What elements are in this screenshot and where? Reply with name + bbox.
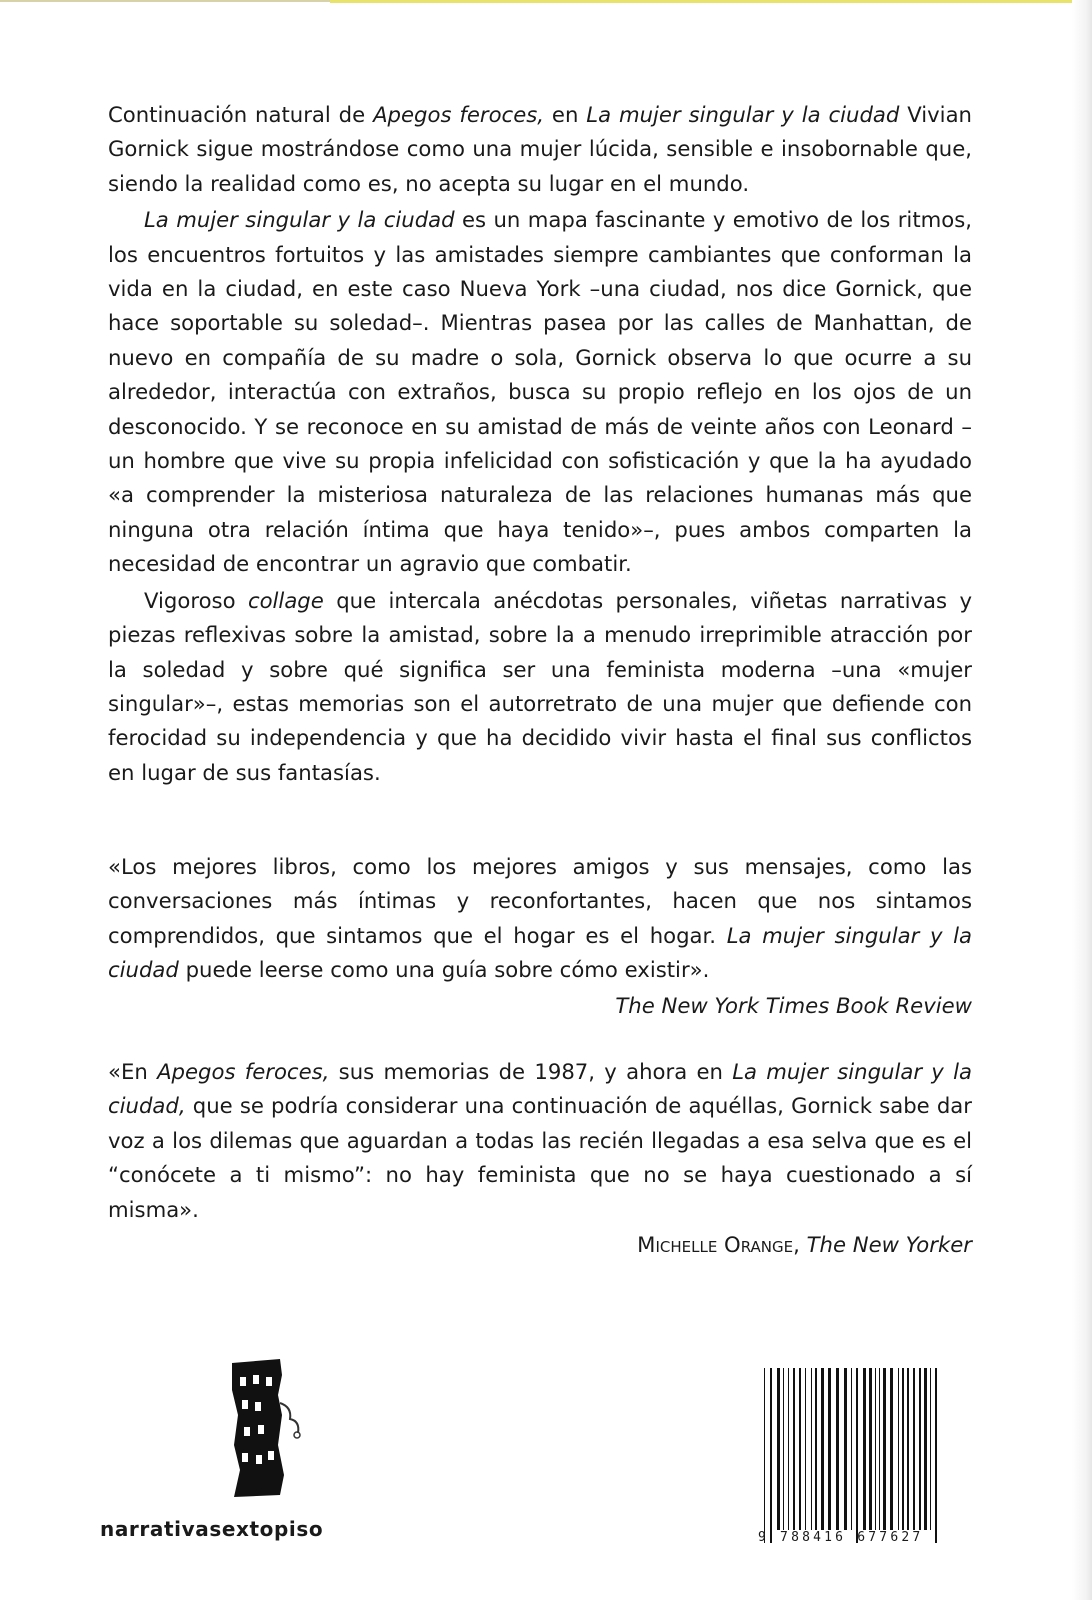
barcode-bar [907,1368,909,1530]
barcode-bar [883,1368,886,1530]
book-title: Apegos feroces, [157,1059,330,1084]
quote-source [108,1228,972,1262]
text-run: es un mapa fascinante y emotivo de los ritmos, los encuentros fortuitos y las amistades siempre cambiantes que conforman la vida en la ciudad, en este caso Nueva York –una ciudad, nos dice Gornick, que hace soportable su soledad–. Mientras pasea por las calles de Manhattan, de nuevo en compañía de su madre o sola, Gornick observa lo que ocurre a su alrededor, interactúa con extraños, busca su propio reflejo en los ojos de un desconocido. Y se reconoce en su amistad de más de veinte años con Leonard –un hombre que vive su propia infelicidad con sofisticación y que la ha ayudado «a comprender la misteriosa naturaleza de las relaciones humanas más que ninguna otra relación íntima que haya tenido»–, pues ambos comparten la necesidad de encontrar un agravio que combatir. [108,207,973,577]
page-right-edge [1072,0,1092,1600]
quote-text [108,850,972,988]
barcode-bar [890,1368,893,1530]
barcode-bar [851,1368,852,1530]
edge-highlight [330,0,1092,3]
barcode-bar [777,1368,780,1530]
barcode-bar [930,1368,931,1530]
barcode-bar [856,1368,858,1543]
barcode-icon [758,1366,972,1546]
barcode-bar [869,1368,872,1530]
publisher-name [100,1517,330,1541]
text-run: «En [108,1059,158,1084]
barcode-bar [764,1368,765,1543]
publication-name: The New York Times Book Review [615,992,972,1018]
barcode-bar [844,1368,847,1530]
quote-source [108,989,972,1023]
barcode-bar [811,1368,812,1530]
barcode-bar [788,1368,789,1530]
publisher-logo [100,1355,330,1555]
publisher-name-part: piso [273,1517,324,1541]
isbn-barcode [758,1366,972,1556]
publisher-name-part: narrativa [100,1517,210,1541]
text-run: sus memorias de 1987, y ahora en [329,1059,733,1084]
book-title: La mujer singular y la ciudad, [108,1059,972,1119]
text-run: Vivian Gornick sigue mostrándose como una mujer lúcida, sensible e insobornable que, siendo la realidad como es, no acepta su lugar en el mundo. [108,102,972,196]
review-quote-2 [108,1055,972,1262]
barcode-bar [913,1368,915,1530]
barcode-bar [836,1368,839,1530]
blurb-paragraph-1 [108,98,972,201]
text-run: en [544,102,587,127]
barcode-bar [924,1368,927,1530]
barcode-bar [902,1368,904,1530]
review-quote-1 [108,850,972,1023]
text-run: puede leerse como una guía sobre cómo existir». [178,957,710,983]
publication-name: The New Yorker [806,1232,972,1258]
page-top-edge [0,0,1092,6]
text-run: que intercala anécdotas personales, viñetas narrativas y piezas reflexivas sobre la amistad, sobre la a menudo irreprimible atracción por la soledad y sobre qué significa ser una feminista moderna –una «mujer singular»–, estas memorias son el autorretrato de una mujer que defiende con ferocidad su independencia y que ha decidido vivir hasta el final sus conflictos en lugar de sus fantasías. [108,587,972,785]
barcode-bar [879,1368,880,1530]
quote-text [108,1055,972,1227]
book-title: La mujer singular y la ciudad [586,102,900,127]
blurb-paragraph-2 [108,203,972,581]
text-run: «Los mejores libros, como los mejores amigos y sus mensajes, como las conversaciones más íntimas y reconfortantes, hacen que nos sintamos comprendidos, que sintamos que el hogar es el hogar. [108,854,972,948]
blurb-paragraph-3 [108,584,972,790]
barcode-bar [783,1368,784,1530]
reviewer-name: Michelle Orange, [637,1232,800,1258]
text-run: Continuación natural de [108,102,374,127]
text-run: Vigoroso [144,587,248,613]
italic-term: collage [247,587,324,613]
barcode-bar [898,1368,899,1530]
barcode-bar [821,1368,824,1530]
barcode-bar [828,1368,831,1530]
barcode-bar [815,1368,817,1530]
back-cover-blurb [108,98,972,792]
book-title: Apegos feroces, [373,102,545,127]
text-run: que se podría considerar una continuación de aquéllas, Gornick sabe dar voz a los dilemas que aguardan a todas las recién llegadas a esa selva que es el “conócete a ti mismo”: no hay feminista que no se haya cuestionado a sí misma». [108,1093,972,1222]
book-title: La mujer singular y la ciudad [144,207,455,233]
isbn-digits: 9 788416 677627 [758,1530,924,1545]
barcode-bar [799,1368,801,1530]
barcode-bar [805,1368,806,1530]
publisher-name-part: sexto [209,1517,274,1541]
book-title: La mujer singular y la ciudad [108,922,972,983]
barcode-bar [770,1368,772,1543]
barcode-bar [793,1368,795,1530]
barcode-bar [875,1368,876,1530]
barcode-bar [863,1368,866,1530]
barcode-bar [935,1368,937,1543]
building-icon [220,1355,320,1505]
edge-shadow [0,0,330,2]
barcode-bar [919,1368,921,1530]
